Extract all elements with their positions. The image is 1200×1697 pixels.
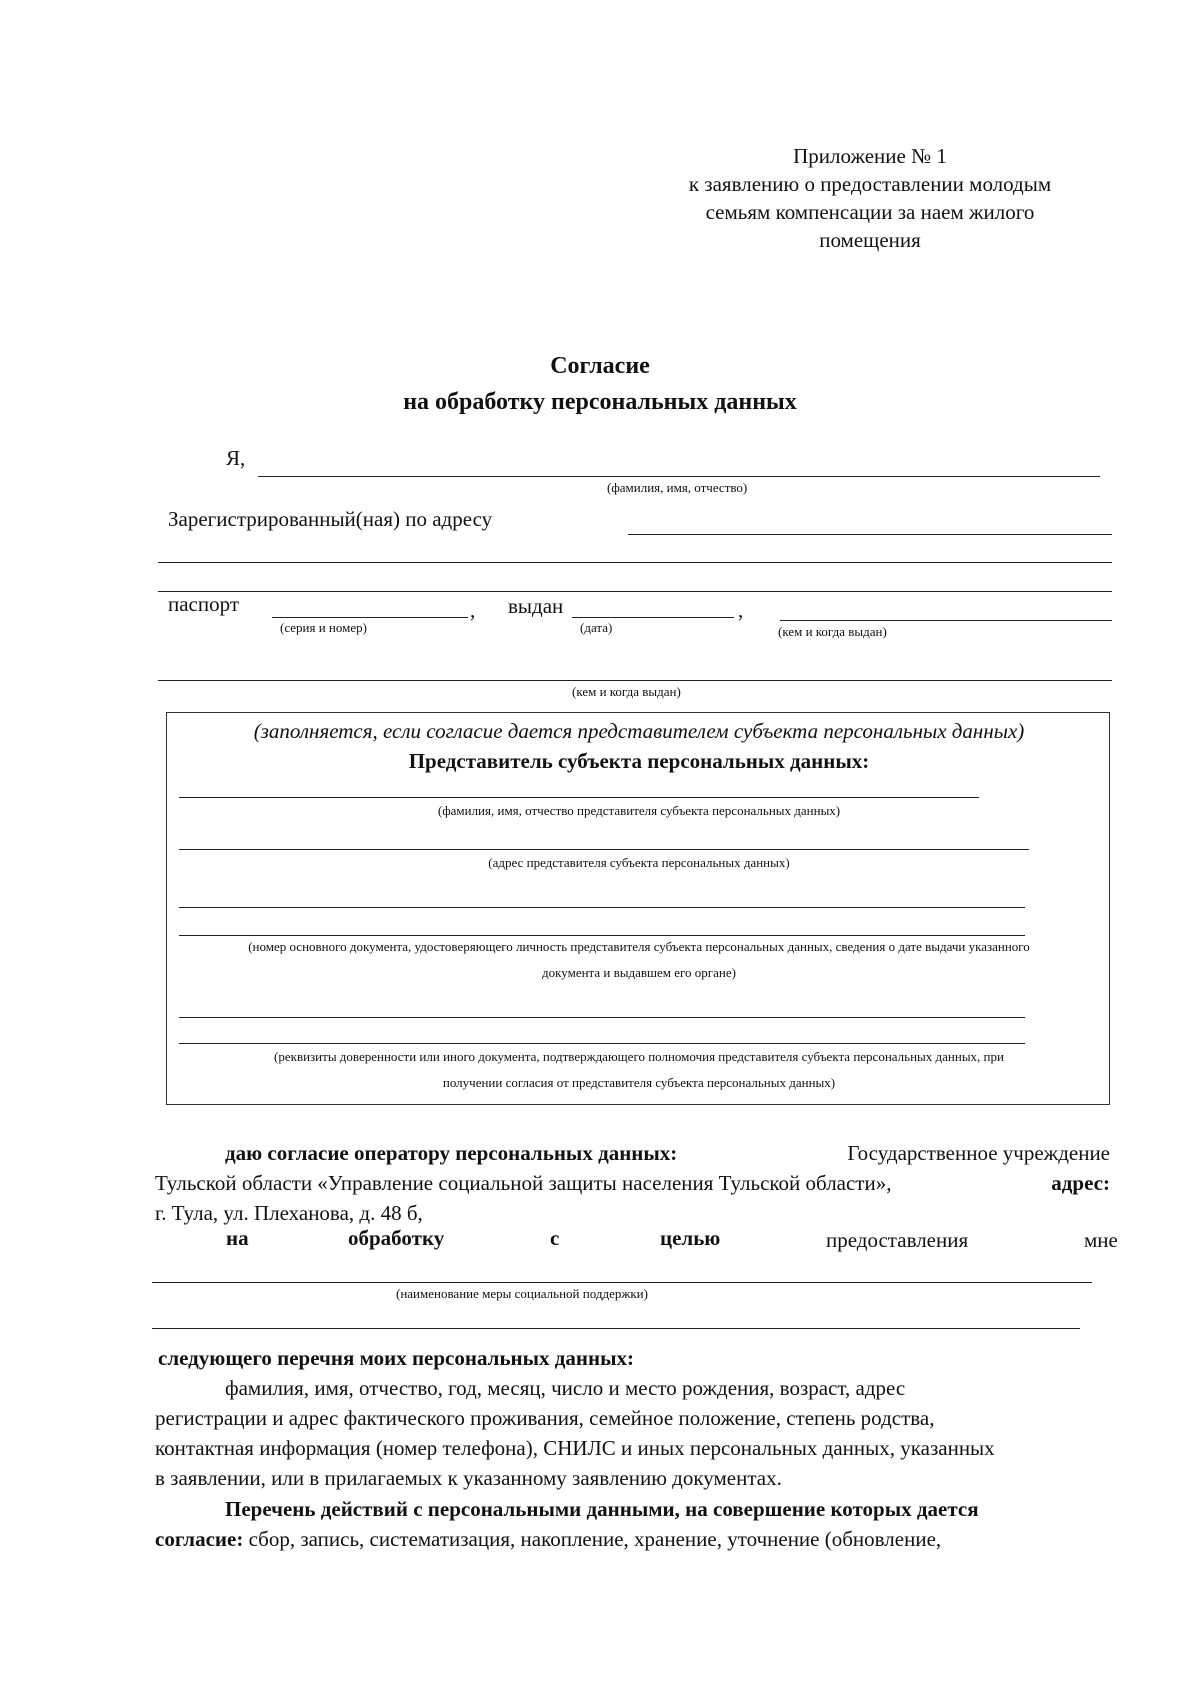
appendix-note xyxy=(620,142,1120,254)
series-caption: (серия и номер) xyxy=(280,620,367,635)
purpose-word-2: обработку xyxy=(348,1226,445,1250)
issuer-field-2[interactable] xyxy=(158,680,1112,681)
data-list-line-4: в заявлении, или в прилагаемых к указанному заявлению документах. xyxy=(155,1466,782,1490)
purpose-word-5: предоставления xyxy=(826,1228,969,1252)
data-list-line-3: контактная информация (номер телефона), СНИЛС и иных персональных данных, указанных xyxy=(155,1436,995,1460)
passport-series-field[interactable] xyxy=(272,617,468,618)
operator-address: г. Тула, ул. Плеханова, д. 48 б, xyxy=(155,1201,423,1225)
representative-box xyxy=(166,712,1110,1105)
registered-label: Зарегистрированный(ная) по адресу xyxy=(168,507,493,531)
document-subtitle: на обработку персональных данных xyxy=(403,389,797,415)
rep-document-field-1[interactable] xyxy=(179,907,1025,908)
appendix-line-2: к заявлению о предоставлении молодым xyxy=(688,172,1052,196)
address-field-2[interactable] xyxy=(158,562,1112,563)
issue-date-field[interactable] xyxy=(572,617,734,618)
rep-power-caption-2: получении согласия от представителя субъекта персональных данных) xyxy=(442,1075,836,1090)
comma: , xyxy=(470,598,476,622)
issuer-field-1[interactable] xyxy=(780,620,1112,621)
rep-power-caption-1: (реквизиты доверенности или иного документа, подтверждающего полномочия представителя субъекта персональных данных, при xyxy=(274,1049,1004,1064)
rep-power-field-2[interactable] xyxy=(179,1043,1025,1044)
actions-list: сбор, запись, систематизация, накопление, хранение, уточнение (обновление, xyxy=(248,1527,942,1551)
issued-label: выдан xyxy=(508,594,564,618)
address-label: адрес: xyxy=(1051,1171,1110,1195)
rep-address-field[interactable] xyxy=(179,849,1029,850)
issuer-caption: (кем и когда выдан) xyxy=(778,624,887,639)
data-list-line-1: фамилия, имя, отчество, год, месяц, число и место рождения, возраст, адрес xyxy=(225,1376,906,1400)
date-caption: (дата) xyxy=(580,620,613,635)
appendix-line-4: помещения xyxy=(819,228,921,252)
appendix-line-1: Приложение № 1 xyxy=(793,144,947,168)
representative-note: (заполняется, если согласие дается представителем субъекта персональных данных) xyxy=(253,719,1025,743)
rep-address-caption: (адрес представителя субъекта персональных данных) xyxy=(488,855,790,870)
rep-document-caption-1: (номер основного документа, удостоверяющего личность представителя субъекта персональных данных, сведения о дате выдачи указанного xyxy=(248,939,1030,954)
measure-caption: (наименование меры социальной поддержки) xyxy=(396,1286,648,1301)
measure-field-2[interactable] xyxy=(152,1328,1080,1329)
data-list xyxy=(155,1373,1110,1493)
fio-field[interactable] xyxy=(258,476,1100,477)
document-title: Согласие xyxy=(550,353,650,379)
rep-power-field-1[interactable] xyxy=(179,1017,1025,1018)
data-list-heading: следующего перечня моих персональных данных: xyxy=(158,1346,635,1370)
consent-paragraph xyxy=(155,1138,1110,1228)
appendix-line-3: семьям компенсации за наем жилого xyxy=(705,200,1035,224)
actions-paragraph xyxy=(155,1494,1110,1554)
purpose-word-6: мне xyxy=(1084,1228,1118,1252)
issuer-caption-2: (кем и когда выдан) xyxy=(572,684,681,699)
operator-name-rest: Тульской области «Управление социальной защиты населения Тульской области», xyxy=(155,1171,892,1195)
rep-document-field-2[interactable] xyxy=(179,935,1025,936)
address-field-3[interactable] xyxy=(158,591,1112,592)
operator-name-start: Государственное учреждение xyxy=(847,1141,1110,1165)
rep-fio-caption: (фамилия, имя, отчество представителя субъекта персональных данных) xyxy=(437,803,841,818)
purpose-word-3: с xyxy=(550,1226,560,1250)
actions-heading: Перечень действий с персональными данными, на совершение которых дается xyxy=(225,1497,979,1521)
purpose-word-1: на xyxy=(226,1226,249,1250)
comma: , xyxy=(738,598,744,622)
i-label: Я, xyxy=(226,446,246,470)
measure-field-1[interactable] xyxy=(152,1282,1092,1283)
data-list-line-2: регистрации и адрес фактического проживания, семейное положение, степень родства, xyxy=(155,1406,935,1430)
passport-label: паспорт xyxy=(168,592,240,616)
rep-document-caption-2: документа и выдавшем его органе) xyxy=(542,965,736,980)
rep-fio-field[interactable] xyxy=(179,797,979,798)
consent-intro: даю согласие оператору персональных данных: xyxy=(225,1141,678,1165)
fio-caption: (фамилия, имя, отчество) xyxy=(607,480,748,495)
actions-consent-label: согласие: xyxy=(155,1527,244,1551)
purpose-word-4: целью xyxy=(660,1226,721,1250)
representative-heading: Представитель субъекта персональных данных: xyxy=(408,749,870,773)
address-field-1[interactable] xyxy=(628,534,1112,535)
